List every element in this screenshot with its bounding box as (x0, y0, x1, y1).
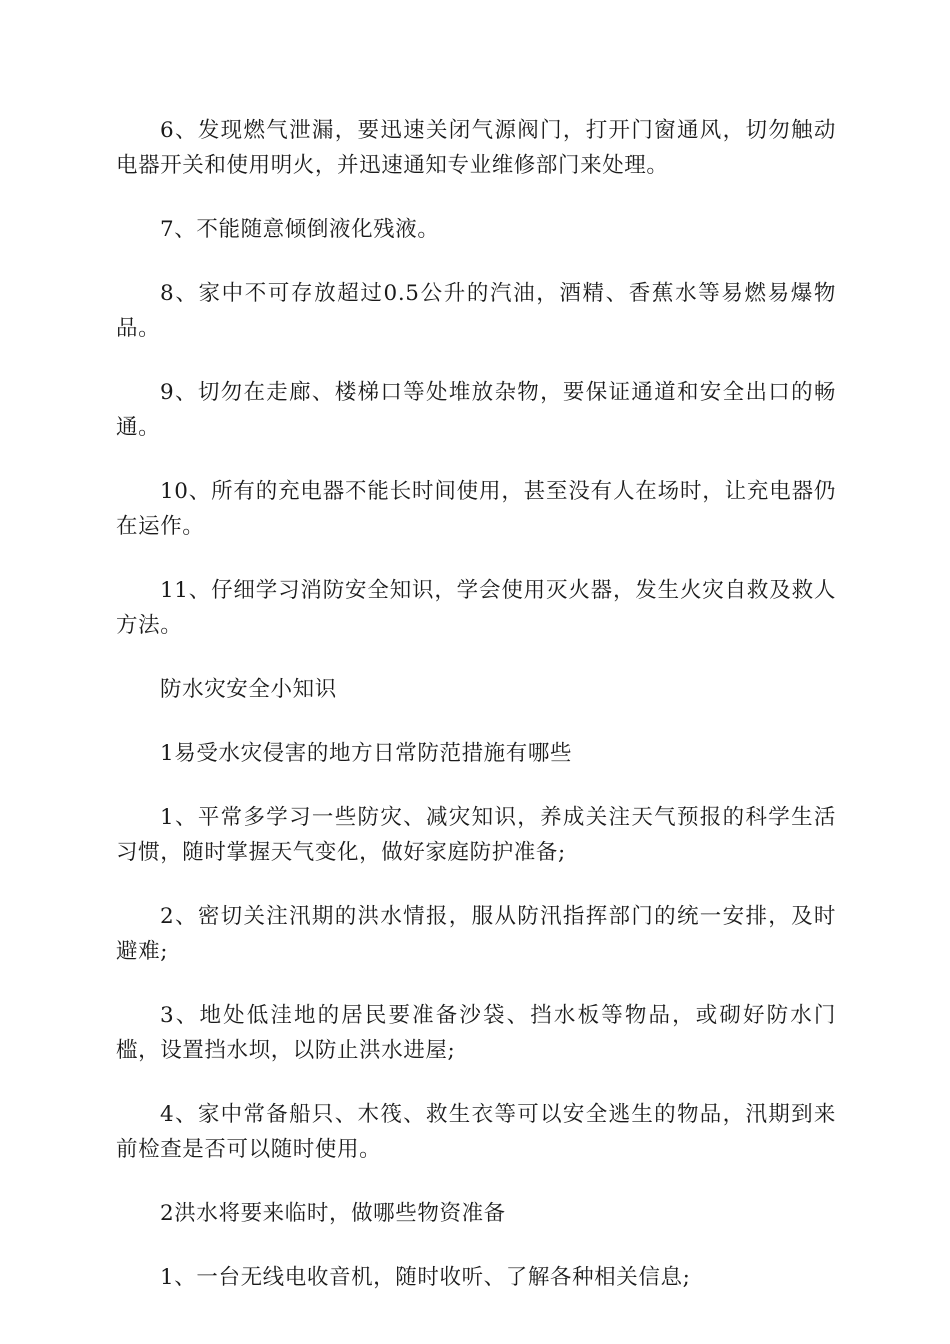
paragraph-flammable-storage: 8、家中不可存放超过0.5公升的汽油，酒精、香蕉水等易燃易爆物品。 (116, 281, 836, 341)
paragraph-escape-gear: 4、家中常备船只、木筏、救生衣等可以安全逃生的物品，汛期到来前检查是否可以随时使用。 (116, 1102, 836, 1162)
paragraph-learn-disaster: 1、平常多学习一些防灾、减灾知识，养成关注天气预报的科学生活习惯，随时掌握天气变化，做好家庭防护准备; (116, 805, 836, 865)
paragraph-liquefied-residue: 7、不能随意倾倒液化残液。 (160, 217, 440, 242)
paragraph-charger-safety: 10、所有的充电器不能长时间使用，甚至没有人在场时，让充电器仍在运作。 (116, 479, 836, 539)
paragraph-lowland-prep: 3、地处低洼地的居民要准备沙袋、挡水板等物品，或砌好防水门槛，设置挡水坝，以防止洪水进屋; (116, 1003, 836, 1063)
subheading-supplies: 2洪水将要来临时，做哪些物资准备 (160, 1201, 506, 1226)
paragraph-gas-leak: 6、发现燃气泄漏，要迅速关闭气源阀门，打开门窗通风，切勿触动电器开关和使用明火，并迅速通知专业维修部门来处理。 (116, 118, 836, 178)
paragraph-radio: 1、一台无线电收音机，随时收听、了解各种相关信息; (160, 1265, 691, 1290)
section-heading-flood-safety: 防水灾安全小知识 (160, 677, 337, 702)
subheading-daily-prevention: 1易受水灾侵害的地方日常防范措施有哪些 (160, 741, 573, 766)
paragraph-flood-intel: 2、密切关注汛期的洪水情报，服从防汛指挥部门的统一安排，及时避难; (116, 904, 836, 964)
paragraph-corridor-clear: 9、切勿在走廊、楼梯口等处堆放杂物，要保证通道和安全出口的畅通。 (116, 380, 836, 440)
paragraph-fire-knowledge: 11、仔细学习消防安全知识，学会使用灭火器，发生火灾自救及救人方法。 (116, 578, 836, 638)
document-body (116, 113, 836, 1324)
